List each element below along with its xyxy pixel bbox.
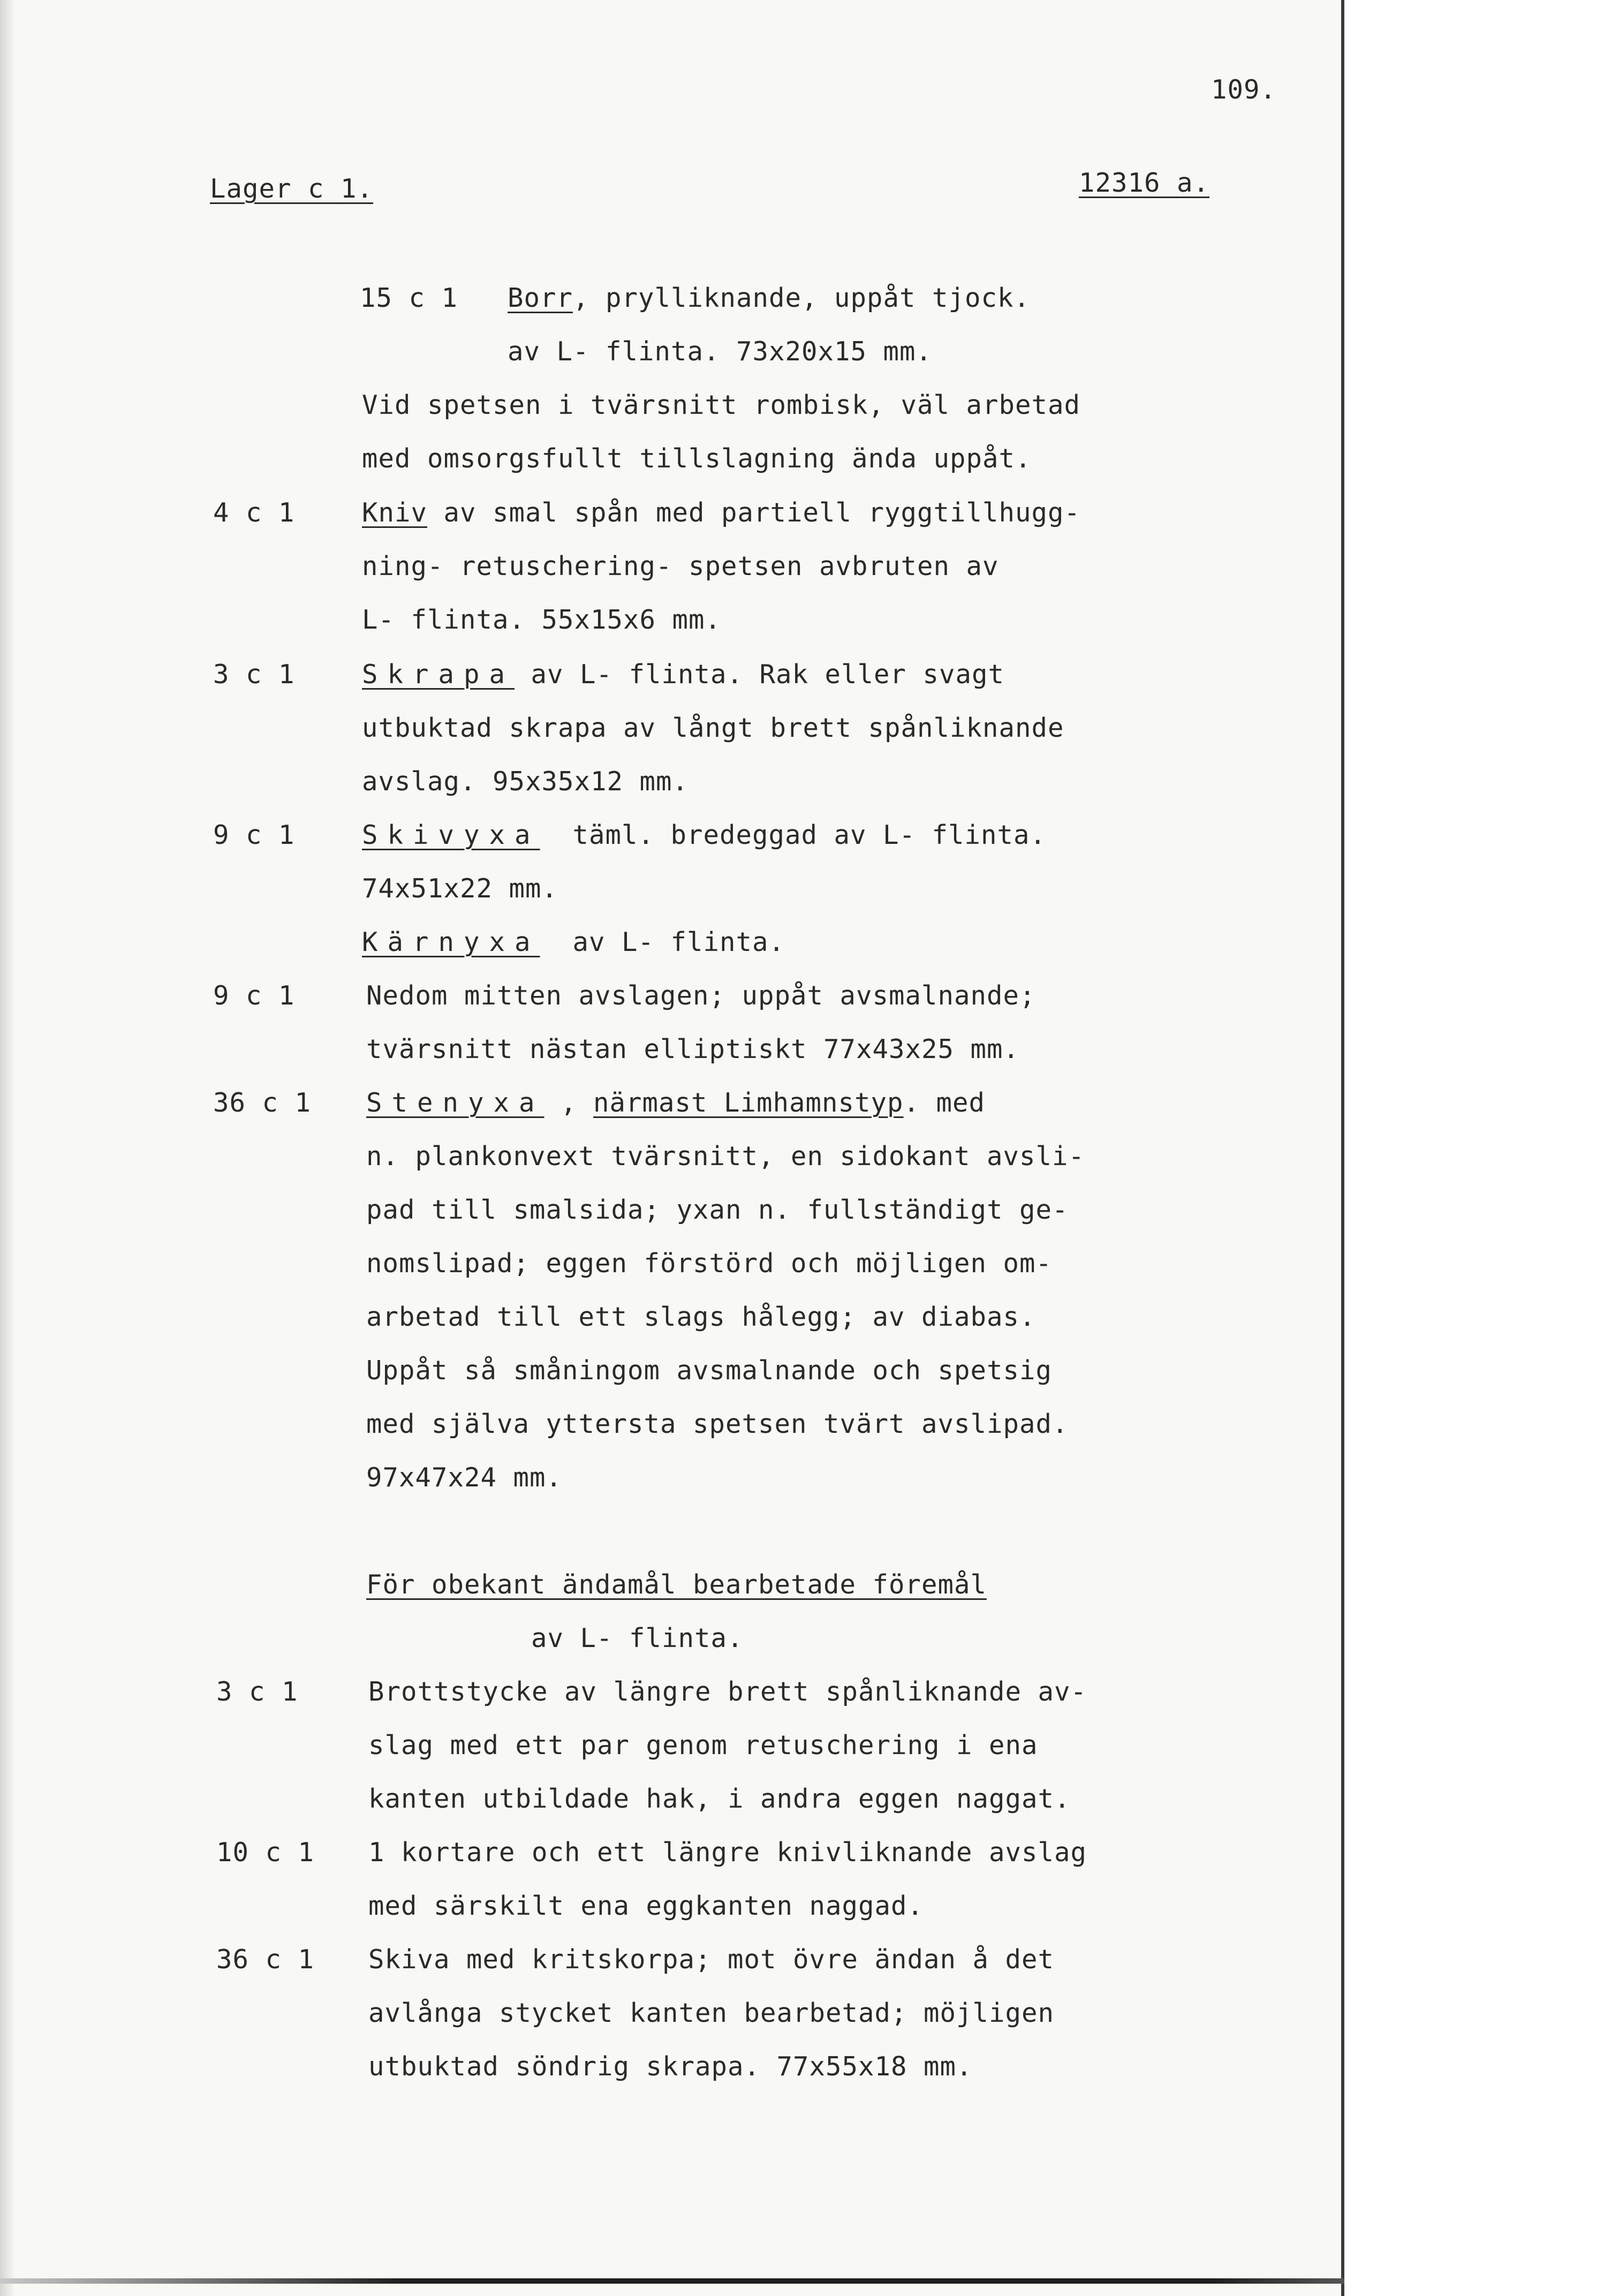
entry-line — [508, 282, 1030, 314]
layer-label: Lager c 1. — [210, 173, 374, 204]
entry-line: kanten utbildade hak, i andra eggen naggat. — [368, 1784, 1071, 1814]
page-bottom-edge — [0, 2278, 1344, 2284]
entry-line: slag med ett par genom retuschering i ena — [368, 1730, 1038, 1761]
entry-line: utbuktad skrapa av långt brett spånliknande — [362, 713, 1064, 743]
entry-quantity: 4 c 1 — [213, 497, 295, 528]
entry-line: Vid spetsen i tvärsnitt rombisk, väl arbetad — [362, 390, 1081, 420]
entry-line — [362, 926, 785, 958]
entry-line: 74x51x22 mm. — [362, 873, 558, 904]
section-subheading: av L- flinta. — [531, 1623, 744, 1653]
entry-text: av L- flinta. — [540, 927, 785, 957]
entry-line — [362, 659, 1004, 691]
entry-line: av L- flinta. 73x20x15 mm. — [508, 336, 933, 367]
entry-line: avslag. 95x35x12 mm. — [362, 766, 689, 797]
entry-quantity: 9 c 1 — [213, 980, 295, 1011]
entry-line: utbuktad söndrig skrapa. 77x55x18 mm. — [368, 2051, 973, 2082]
entry-quantity: 36 c 1 — [213, 1087, 312, 1118]
entry-line: L- flinta. 55x15x6 mm. — [362, 605, 722, 635]
entry-text: av L- flinta. Rak eller svagt — [515, 659, 1005, 690]
entry-line: arbetad till ett slags hålegg; av diabas. — [366, 1302, 1036, 1332]
entry-term: Borr — [508, 283, 573, 313]
page-number: 109. — [1211, 74, 1277, 105]
entry-line: Uppåt så småningom avsmalnande och spetsig — [366, 1355, 1053, 1386]
entry-line: 97x47x24 mm. — [366, 1462, 563, 1493]
entry-quantity: 10 c 1 — [216, 1837, 315, 1868]
entry-line: nomslipad; eggen förstörd och möjligen om- — [366, 1248, 1053, 1279]
entry-term: Stenyxa — [366, 1087, 544, 1118]
entry-text: av smal spån med partiell ryggtillhugg- — [427, 497, 1081, 528]
entry-line: med själva yttersta spetsen tvärt avslipad. — [366, 1409, 1069, 1439]
entry-line: n. plankonvext tvärsnitt, en sidokant avsli- — [366, 1141, 1085, 1172]
entry-text: täml. bredeggad av L- flinta. — [540, 820, 1047, 850]
entry-text: . med — [903, 1087, 986, 1118]
entry-line: ning- retuschering- spetsen avbruten av — [362, 551, 999, 581]
entry-term: Skrapa — [362, 659, 515, 690]
entry-line: Nedom mitten avslagen; uppåt avsmalnande; — [366, 980, 1036, 1011]
entry-term: Skivyxa — [362, 820, 540, 850]
entry-line: avlånga stycket kanten bearbetad; möjligen — [368, 1998, 1055, 2028]
entry-term: närmast Limhamnstyp — [593, 1087, 904, 1118]
entry-line: med särskilt ena eggkanten naggad. — [368, 1891, 924, 1921]
entry-line: 1 kortare och ett längre knivliknande avslag — [368, 1837, 1087, 1868]
entry-term: Kärnyxa — [362, 927, 540, 957]
entry-line — [362, 819, 1046, 851]
entry-term: Kniv — [362, 497, 428, 528]
entry-quantity: 15 c 1 — [360, 283, 458, 313]
entry-quantity: 3 c 1 — [213, 659, 295, 690]
page-edge-shadow — [0, 0, 15, 2296]
entry-line: pad till smalsida; yxan n. fullständigt ge- — [366, 1195, 1069, 1225]
entry-quantity: 9 c 1 — [213, 820, 295, 850]
section-heading: För obekant ändamål bearbetade föremål — [366, 1569, 987, 1600]
entry-line — [362, 497, 1080, 529]
entry-text: , — [544, 1087, 594, 1118]
page-border-line — [1341, 0, 1344, 2296]
entry-line: Brottstycke av längre brett spånliknande av- — [368, 1676, 1087, 1707]
catalog-number: 12316 a. — [1079, 168, 1210, 198]
entry-text: , prylliknande, uppåt tjock. — [573, 283, 1031, 313]
entry-line: Skiva med kritskorpa; mot övre ändan å det — [368, 1944, 1055, 1975]
entry-quantity: 36 c 1 — [216, 1944, 315, 1975]
entry-line — [366, 1087, 985, 1119]
entry-line: tvärsnitt nästan elliptiskt 77x43x25 mm. — [366, 1034, 1020, 1064]
entry-line: med omsorgsfullt tillslagning ända uppåt. — [362, 443, 1032, 474]
entry-quantity: 3 c 1 — [216, 1676, 298, 1707]
